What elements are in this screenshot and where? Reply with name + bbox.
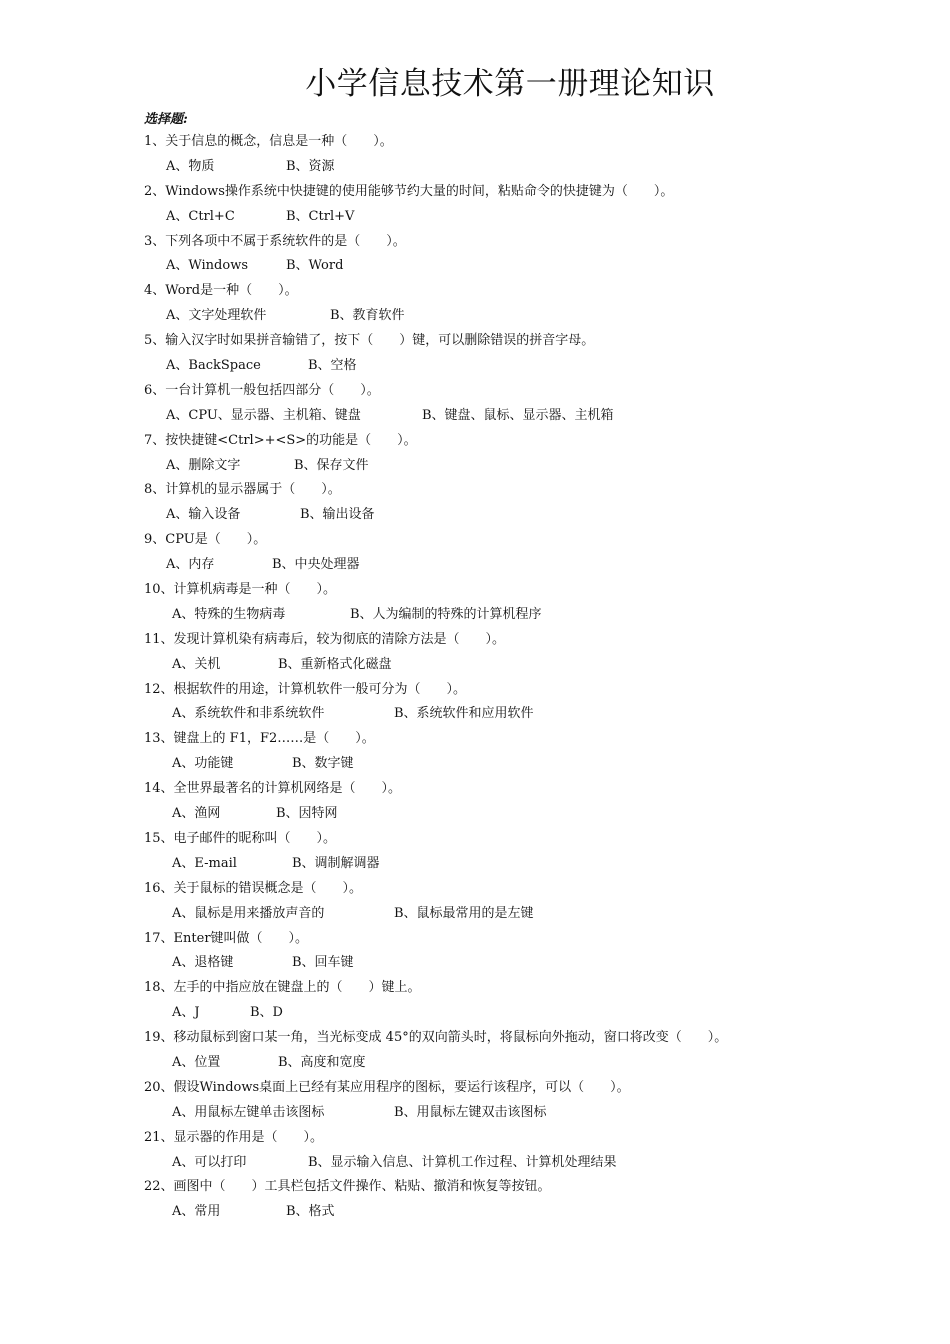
option-b: B、回车键	[292, 955, 354, 971]
answer-options	[144, 1151, 934, 1176]
option-b: B、人为编制的特殊的计算机程序	[350, 606, 542, 622]
option-a: A、BackSpace	[166, 358, 261, 374]
option-a: A、CPU、显示器、主机箱、键盘	[166, 407, 361, 423]
answer-options	[144, 752, 934, 777]
question-text: 4、Word是一种（ ）。	[144, 283, 298, 299]
option-a: A、删除文字	[166, 457, 241, 473]
option-b: B、空格	[308, 358, 357, 374]
option-b: B、重新格式化磁盘	[278, 656, 392, 672]
option-b: B、D	[250, 1005, 283, 1021]
question-item	[144, 478, 934, 528]
question-text: 18、左手的中指应放在键盘上的（ ）键上。	[144, 980, 421, 996]
answer-options	[144, 603, 934, 628]
answer-options	[144, 902, 934, 927]
option-b: B、系统软件和应用软件	[394, 706, 534, 722]
option-b: B、数字键	[292, 756, 354, 772]
question-item	[144, 379, 934, 429]
answer-options	[144, 951, 934, 976]
option-a: A、J	[172, 1005, 200, 1021]
question-text: 1、关于信息的概念，信息是一种（ ）。	[144, 134, 393, 149]
option-b: B、格式	[286, 1204, 335, 1220]
question-item	[144, 429, 934, 479]
answer-options	[144, 454, 934, 479]
option-b: B、调制解调器	[292, 855, 380, 871]
question-item	[144, 578, 934, 628]
option-b: B、高度和宽度	[278, 1054, 366, 1070]
option-a: A、Ctrl+C	[166, 208, 235, 224]
answer-options	[144, 802, 934, 827]
section-label: 选择题:	[144, 112, 188, 127]
answer-options	[144, 702, 934, 727]
answer-options	[144, 155, 934, 180]
option-a: A、输入设备	[166, 507, 241, 523]
question-text: 14、全世界最著名的计算机网络是（ ）。	[144, 781, 402, 797]
answer-options	[144, 653, 934, 678]
question-text: 21、显示器的作用是（ ）。	[144, 1129, 324, 1145]
question-text: 3、下列各项中不属于系统软件的是（ ）。	[144, 233, 406, 249]
question-item	[144, 230, 934, 280]
option-a: A、文字处理软件	[166, 308, 267, 324]
option-b: B、Ctrl+V	[286, 208, 355, 224]
option-b: B、资源	[286, 158, 335, 174]
question-text: 17、Enter键叫做（ ）。	[144, 930, 309, 946]
answer-options	[144, 553, 934, 578]
question-text: 12、根据软件的用途，计算机软件一般可分为（ ）。	[144, 681, 467, 697]
answer-options	[144, 354, 934, 379]
option-a: A、特殊的生物病毒	[172, 606, 286, 622]
answer-options	[144, 1001, 934, 1026]
question-item	[144, 130, 934, 180]
question-item	[144, 528, 934, 578]
question-item	[144, 727, 934, 777]
option-b: B、因特网	[276, 806, 338, 822]
option-a: A、用鼠标左键单击该图标	[172, 1104, 325, 1120]
option-a: A、退格键	[172, 955, 234, 971]
option-a: A、渔网	[172, 806, 221, 822]
answer-options	[144, 1051, 934, 1076]
question-text: 16、关于鼠标的错误概念是（ ）。	[144, 880, 363, 896]
question-item	[144, 1026, 934, 1076]
option-b: B、用鼠标左键双击该图标	[394, 1104, 547, 1120]
option-a: A、位置	[172, 1054, 221, 1070]
option-a: A、可以打印	[172, 1154, 247, 1170]
question-text: 22、画图中（ ）工具栏包括文件操作、粘贴、撤消和恢复等按钮。	[144, 1179, 551, 1195]
question-text: 6、一台计算机一般包括四部分（ ）。	[144, 382, 380, 398]
question-text: 10、计算机病毒是一种（ ）。	[144, 582, 337, 598]
option-a: A、关机	[172, 656, 221, 672]
option-a: A、功能键	[172, 756, 234, 772]
question-item	[144, 1175, 934, 1225]
question-text: 9、CPU是（ ）。	[144, 532, 267, 548]
answer-options	[144, 1200, 934, 1225]
option-b: B、键盘、鼠标、显示器、主机箱	[422, 407, 614, 423]
option-a: A、E-mail	[172, 855, 237, 871]
option-b: B、中央处理器	[272, 557, 360, 573]
question-text: 13、键盘上的 F1，F2……是（ ）。	[144, 731, 375, 747]
answer-options	[144, 254, 934, 279]
option-b: B、输出设备	[300, 507, 375, 523]
question-text: 11、发现计算机染有病毒后，较为彻底的清除方法是（ ）。	[144, 631, 506, 647]
option-a: A、内存	[166, 557, 215, 573]
question-item	[144, 1076, 934, 1126]
question-item	[144, 827, 934, 877]
question-text: 20、假设Windows桌面上已经有某应用程序的图标，要运行该程序，可以（ ）。	[144, 1079, 630, 1095]
question-list	[144, 130, 934, 1225]
question-item	[144, 1126, 934, 1176]
option-b: B、Word	[286, 258, 344, 274]
option-b: B、保存文件	[294, 457, 369, 473]
answer-options	[144, 404, 934, 429]
question-item	[144, 678, 934, 728]
answer-options	[144, 852, 934, 877]
option-a: A、系统软件和非系统软件	[172, 706, 325, 722]
question-item	[144, 329, 934, 379]
option-a: A、常用	[172, 1204, 221, 1220]
question-text: 7、按快捷键<Ctrl>+<S>的功能是（ ）。	[144, 432, 417, 448]
question-item	[144, 877, 934, 927]
question-item	[144, 180, 934, 230]
question-text: 15、电子邮件的昵称叫（ ）。	[144, 830, 337, 846]
question-item	[144, 777, 934, 827]
question-item	[144, 279, 934, 329]
answer-options	[144, 1101, 934, 1126]
question-item	[144, 628, 934, 678]
question-text: 2、Windows操作系统中快捷键的使用能够节约大量的时间，粘贴命令的快捷键为（ ）。	[144, 183, 674, 199]
answer-options	[144, 503, 934, 528]
option-a: A、鼠标是用来播放声音的	[172, 905, 325, 921]
option-b: B、显示输入信息、计算机工作过程、计算机处理结果	[308, 1154, 617, 1170]
option-b: B、教育软件	[330, 308, 405, 324]
option-b: B、鼠标最常用的是左键	[394, 905, 534, 921]
question-text: 8、计算机的显示器属于（ ）。	[144, 482, 341, 498]
option-a: A、Windows	[166, 258, 248, 274]
page-title: 小学信息技术第一册理论知识	[305, 66, 715, 102]
question-item	[144, 976, 934, 1026]
question-item	[144, 927, 934, 977]
answer-options	[144, 205, 934, 230]
question-text: 19、移动鼠标到窗口某一角，当光标变成 45°的双向箭头时，将鼠标向外拖动，窗口将改变（ ）。	[144, 1030, 728, 1046]
answer-options	[144, 304, 934, 329]
question-text: 5、输入汉字时如果拼音输错了，按下（ ）键，可以删除错误的拼音字母。	[144, 333, 595, 349]
option-a: A、物质	[166, 158, 215, 174]
